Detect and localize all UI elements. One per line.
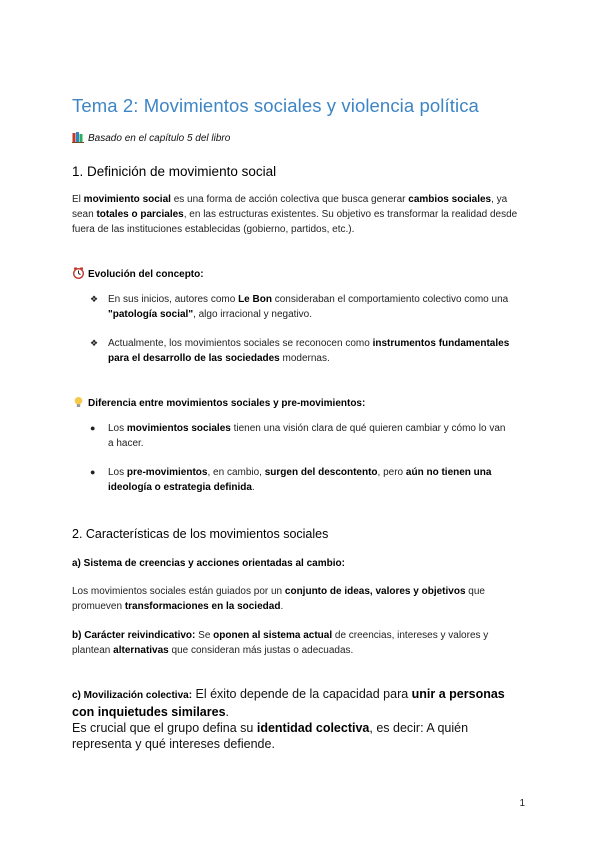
subsection-a-paragraph: Los movimientos sociales están guiados por un conjunto de ideas, valores y objetivos que promueven transformaciones en la sociedad. [72,586,485,612]
difference-label: Diferencia entre movimientos sociales y pre-movimientos: [72,396,365,409]
evolution-label: Evolución del concepto: [72,267,204,280]
list-item: ❖ Actualmente, los movimientos sociales se reconocen como instrumentos fundamentales para el desarrollo de las sociedades modernas. [90,338,510,364]
page-number: 1 [519,798,525,809]
section2-heading: 2. Características de los movimientos sociales [72,527,329,541]
subsection-a-label: a) Sistema de creencias y acciones orientadas al cambio: [72,558,345,569]
section1-heading: 1. Definición de movimiento social [72,164,277,179]
subsection-c-label: c) Movilización colectiva: [72,690,193,701]
books-icon [72,131,85,143]
subsection-b-label: b) Carácter reivindicativo: [72,630,196,641]
subsection-c-paragraph: c) Movilización colectiva: El éxito depende de la capacidad para unir a personas con inquietudes similares. Es crucial que el grupo defina su identidad colectiva, es decir: A quién representa y qué intereses defiende. [72,687,505,751]
page-title: Tema 2: Movimientos sociales y violencia política [72,95,479,116]
dot-bullet-icon: ● [90,467,96,477]
definition-paragraph: El movimiento social es una forma de acción colectiva que busca generar cambios sociales, ya sean totales o parciales, en las estructuras existentes. Su objetivo es transformar la realidad desde fuera de las instituciones establecidas (gobierno, partidos, etc.). [72,194,518,235]
list-item: ● Los movimientos sociales tienen una visión clara de qué quieren cambiar y cómo lo van a hacer. [90,423,506,449]
clock-icon [72,267,85,279]
list-item: ❖ En sus inicios, autores como Le Bon consideraban el comportamiento colectivo como una "patología social", algo irracional y negativo. [90,294,509,320]
diamond-bullet-icon: ❖ [90,338,99,348]
lightbulb-icon [72,396,85,408]
subtitle [72,131,230,144]
dot-bullet-icon: ● [90,423,96,433]
subtitle-text: Basado en el capítulo 5 del libro [88,133,231,144]
subsection-b-paragraph: b) Carácter reivindicativo: Se oponen al sistema actual de creencias, intereses y valores y plantean alternativas que consideran más justas o adecuadas. [72,630,489,656]
list-item: ● Los pre-movimientos, en cambio, surgen del descontento, pero aún no tienen una ideología o estrategia definida. [90,467,492,493]
diamond-bullet-icon: ❖ [90,294,99,304]
